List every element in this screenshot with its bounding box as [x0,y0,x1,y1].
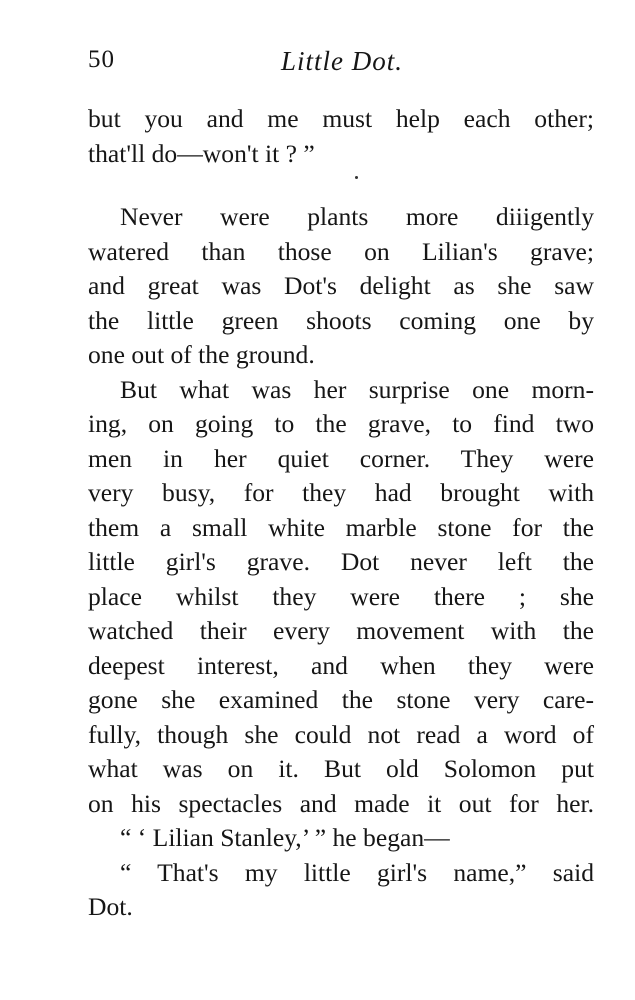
running-title: Little Dot. [280,46,403,76]
text-line: and great was Dot's delight as she saw [88,271,594,300]
text-line: ing, on going to the grave, to find two [88,409,594,438]
text-line: on his spectacles and made it out for her. [88,788,594,818]
text-line: but you and me must help each other; [88,104,594,133]
text-line: Dot. [88,892,133,921]
text-line: little girl's grave. Dot never left the [88,547,594,576]
text-line: men in her quiet corner. They were [88,443,594,473]
text-line: watched their every movement with the [88,616,594,645]
text-line: But what was her surprise one morn- [120,374,594,404]
text-line: that'll do—won't it ? ” [88,138,315,168]
continuation-paragraph [88,102,594,171]
text-line: what was on it. But old Solomon put [88,754,594,783]
print-speck [355,176,358,179]
body-text [88,200,594,925]
text-line: “ ‘ Lilian Stanley,’ ” he began— [120,823,450,852]
text-line: watered than those on Lilian's grave; [88,236,594,266]
text-line: one out of the ground. [88,340,315,369]
page-number: 50 [88,46,115,73]
text-line: Never were plants more diiigently [120,202,594,231]
text-line: the little green shoots coming one by [88,305,594,335]
page-header [88,46,596,86]
text-line: fully, though she could not read a word of [88,719,594,749]
paragraph-lilian-stanley [88,821,594,856]
text-line: very busy, for they had brought with [88,478,594,507]
text-line: place whilst they were there ; she [88,581,594,611]
text-line: them a small white marble stone for the [88,512,594,542]
text-line: “ That's my little girl's name,” said [120,857,594,887]
text-line: gone she examined the stone very care- [88,685,594,714]
paragraph-surprise [88,373,594,822]
paragraph-plants [88,200,594,373]
paragraph-dot-reply [88,856,594,925]
text-line: deepest interest, and when they were [88,650,594,680]
